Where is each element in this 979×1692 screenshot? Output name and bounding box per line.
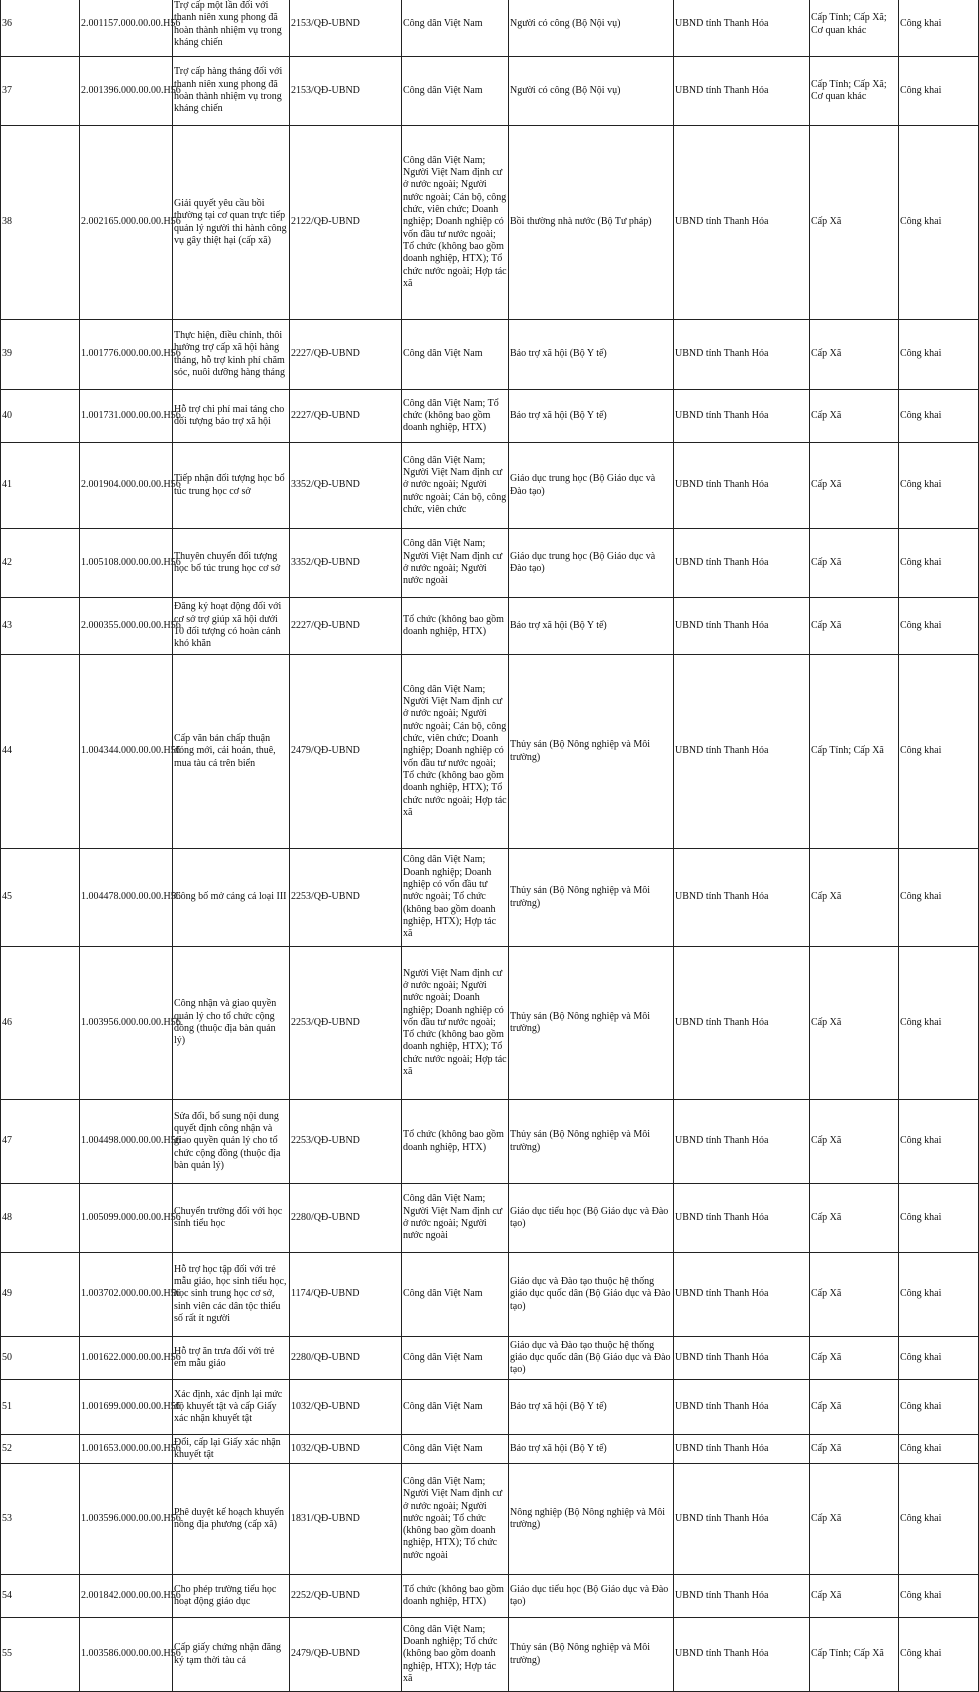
implementation-level: Cấp Xã: [810, 1184, 899, 1253]
applicant-subjects: Công dân Việt Nam; Doanh nghiệp; Tổ chức (không bao gồm doanh nghiệp, HTX); Hợp tác xã: [402, 1618, 509, 1692]
applicant-subjects: Công dân Việt Nam; Người Việt Nam định cư ở nước ngoài; Người nước ngoài: [402, 529, 509, 598]
publication-status: Công khai: [899, 529, 979, 598]
decision-number: 2479/QĐ-UBND: [290, 655, 402, 849]
procedure-name: Công bố mở cảng cá loại III: [173, 849, 290, 947]
decision-number: 3352/QĐ-UBND: [290, 529, 402, 598]
applicant-subjects: Người Việt Nam định cư ở nước ngoài; Người nước ngoài; Doanh nghiệp; Doanh nghiệp có vốn đầu tư nước ngoài; Tổ chức (không bao gồm doanh nghiệp, HTX); Tổ chức nước ngoài; Hợp tác xã: [402, 947, 509, 1100]
procedure-field: Bảo trợ xã hội (Bộ Y tế): [509, 320, 674, 390]
procedure-field: Thủy sản (Bộ Nông nghiệp và Môi trường): [509, 1618, 674, 1692]
decision-number: 2153/QĐ-UBND: [290, 0, 402, 57]
decision-number: 1174/QĐ-UBND: [290, 1253, 402, 1337]
procedure-field: Giáo dục trung học (Bộ Giáo dục và Đào tạo): [509, 443, 674, 529]
row-number: 38: [1, 126, 80, 320]
implementation-level: Cấp Tỉnh; Cấp Xã: [810, 655, 899, 849]
implementation-level: Cấp Xã: [810, 1337, 899, 1380]
applicant-subjects: Công dân Việt Nam: [402, 0, 509, 57]
procedure-code: 1.001731.000.00.00.H56: [80, 390, 173, 443]
row-number: 39: [1, 320, 80, 390]
procedure-name: Cấp văn bản chấp thuận đóng mới, cải hoán, thuê, mua tàu cá trên biển: [173, 655, 290, 849]
issuing-agency: UBND tỉnh Thanh Hóa: [674, 1464, 810, 1575]
table-row: [1, 57, 979, 126]
decision-number: 1032/QĐ-UBND: [290, 1380, 402, 1435]
table-row: [1, 443, 979, 529]
procedure-name: Đổi, cấp lại Giấy xác nhận khuyết tật: [173, 1435, 290, 1464]
table-row: [1, 947, 979, 1100]
publication-status: Công khai: [899, 126, 979, 320]
procedure-field: Bảo trợ xã hội (Bộ Y tế): [509, 1380, 674, 1435]
issuing-agency: UBND tỉnh Thanh Hóa: [674, 598, 810, 655]
procedure-name: Cấp giấy chứng nhận đăng ký tạm thời tàu cá: [173, 1618, 290, 1692]
implementation-level: Cấp Xã: [810, 1100, 899, 1184]
table-row: [1, 390, 979, 443]
decision-number: 2227/QĐ-UBND: [290, 320, 402, 390]
table-row: [1, 1435, 979, 1464]
decision-number: 2479/QĐ-UBND: [290, 1618, 402, 1692]
publication-status: Công khai: [899, 1184, 979, 1253]
implementation-level: Cấp Xã: [810, 126, 899, 320]
implementation-level: Cấp Tỉnh; Cấp Xã: [810, 1618, 899, 1692]
procedure-code: 1.003586.000.00.00.H56: [80, 1618, 173, 1692]
procedure-field: Người có công (Bộ Nội vụ): [509, 0, 674, 57]
applicant-subjects: Công dân Việt Nam; Doanh nghiệp; Doanh nghiệp có vốn đầu tư nước ngoài; Tổ chức (không bao gồm doanh nghiệp, HTX); Hợp tác xã: [402, 849, 509, 947]
implementation-level: Cấp Xã: [810, 1253, 899, 1337]
implementation-level: Cấp Xã: [810, 1380, 899, 1435]
implementation-level: Cấp Xã: [810, 529, 899, 598]
issuing-agency: UBND tỉnh Thanh Hóa: [674, 57, 810, 126]
row-number: 54: [1, 1575, 80, 1618]
procedure-name: Xác định, xác định lại mức độ khuyết tật và cấp Giấy xác nhận khuyết tật: [173, 1380, 290, 1435]
issuing-agency: UBND tỉnh Thanh Hóa: [674, 1337, 810, 1380]
decision-number: 2252/QĐ-UBND: [290, 1575, 402, 1618]
procedure-code: 2.000355.000.00.00.H56: [80, 598, 173, 655]
table-row: [1, 1575, 979, 1618]
table-row: [1, 655, 979, 849]
procedure-name: Phê duyệt kế hoạch khuyến nông địa phương (cấp xã): [173, 1464, 290, 1575]
row-number: 36: [1, 0, 80, 57]
decision-number: 2227/QĐ-UBND: [290, 390, 402, 443]
procedure-name: Đăng ký hoạt động đối với cơ sở trợ giúp xã hội dưới 10 đối tượng có hoàn cảnh khó khăn: [173, 598, 290, 655]
procedure-code: 1.001622.000.00.00.H56: [80, 1337, 173, 1380]
publication-status: Công khai: [899, 849, 979, 947]
table-row: [1, 1464, 979, 1575]
issuing-agency: UBND tỉnh Thanh Hóa: [674, 1253, 810, 1337]
applicant-subjects: Công dân Việt Nam: [402, 1380, 509, 1435]
procedure-name: Sửa đổi, bổ sung nội dung quyết định công nhận và giao quyền quản lý cho tổ chức cộng đồng (thuộc địa bàn quản lý): [173, 1100, 290, 1184]
implementation-level: Cấp Xã: [810, 947, 899, 1100]
procedure-field: Bảo trợ xã hội (Bộ Y tế): [509, 1435, 674, 1464]
publication-status: Công khai: [899, 598, 979, 655]
table-row: [1, 320, 979, 390]
procedure-code: 1.004498.000.00.00.H56: [80, 1100, 173, 1184]
procedure-field: Giáo dục trung học (Bộ Giáo dục và Đào tạo): [509, 529, 674, 598]
procedure-code: 2.001842.000.00.00.H56: [80, 1575, 173, 1618]
table-row: [1, 1100, 979, 1184]
procedure-name: Thuyên chuyển đối tượng học bổ túc trung học cơ sở: [173, 529, 290, 598]
publication-status: Công khai: [899, 1380, 979, 1435]
implementation-level: Cấp Xã: [810, 320, 899, 390]
table-row: [1, 1380, 979, 1435]
applicant-subjects: Tổ chức (không bao gồm doanh nghiệp, HTX): [402, 1575, 509, 1618]
implementation-level: Cấp Xã: [810, 443, 899, 529]
implementation-level: Cấp Xã: [810, 1575, 899, 1618]
applicant-subjects: Công dân Việt Nam: [402, 1435, 509, 1464]
applicant-subjects: Công dân Việt Nam; Người Việt Nam định cư ở nước ngoài; Người nước ngoài; Tổ chức (không bao gồm doanh nghiệp, HTX); Tổ chức nước ngoài: [402, 1464, 509, 1575]
procedure-field: Nông nghiệp (Bộ Nông nghiệp và Môi trường): [509, 1464, 674, 1575]
row-number: 37: [1, 57, 80, 126]
procedure-name: Giải quyết yêu cầu bồi thường tại cơ quan trực tiếp quản lý người thi hành công vụ gây thiệt hại (cấp xã): [173, 126, 290, 320]
row-number: 50: [1, 1337, 80, 1380]
issuing-agency: UBND tỉnh Thanh Hóa: [674, 1184, 810, 1253]
decision-number: 3352/QĐ-UBND: [290, 443, 402, 529]
publication-status: Công khai: [899, 320, 979, 390]
issuing-agency: UBND tỉnh Thanh Hóa: [674, 390, 810, 443]
decision-number: 2122/QĐ-UBND: [290, 126, 402, 320]
publication-status: Công khai: [899, 1618, 979, 1692]
table-row: [1, 126, 979, 320]
procedure-field: Thủy sản (Bộ Nông nghiệp và Môi trường): [509, 655, 674, 849]
procedure-code: 2.002165.000.00.00.H56: [80, 126, 173, 320]
applicant-subjects: Công dân Việt Nam: [402, 57, 509, 126]
procedure-field: Giáo dục tiểu học (Bộ Giáo dục và Đào tạo): [509, 1184, 674, 1253]
procedure-code: 2.001157.000.00.00.H56: [80, 0, 173, 57]
row-number: 45: [1, 849, 80, 947]
row-number: 49: [1, 1253, 80, 1337]
procedure-name: Hỗ trợ ăn trưa đối với trẻ em mẫu giáo: [173, 1337, 290, 1380]
procedure-field: Người có công (Bộ Nội vụ): [509, 57, 674, 126]
publication-status: Công khai: [899, 655, 979, 849]
procedure-code: 1.001699.000.00.00.H56: [80, 1380, 173, 1435]
procedure-field: Bảo trợ xã hội (Bộ Y tế): [509, 598, 674, 655]
implementation-level: Cấp Xã: [810, 598, 899, 655]
publication-status: Công khai: [899, 57, 979, 126]
publication-status: Công khai: [899, 1435, 979, 1464]
procedure-code: 1.003956.000.00.00.H56: [80, 947, 173, 1100]
procedure-name: Chuyển trường đối với học sinh tiểu học: [173, 1184, 290, 1253]
publication-status: Công khai: [899, 1337, 979, 1380]
procedure-field: Giáo dục và Đào tạo thuộc hệ thống giáo dục quốc dân (Bộ Giáo dục và Đào tạo): [509, 1337, 674, 1380]
implementation-level: Cấp Tỉnh; Cấp Xã; Cơ quan khác: [810, 0, 899, 57]
procedure-name: Hỗ trợ chi phí mai táng cho đối tượng bảo trợ xã hội: [173, 390, 290, 443]
applicant-subjects: Công dân Việt Nam; Tổ chức (không bao gồm doanh nghiệp, HTX): [402, 390, 509, 443]
procedure-name: Công nhận và giao quyền quản lý cho tổ chức cộng đồng (thuộc địa bàn quản lý): [173, 947, 290, 1100]
decision-number: 1032/QĐ-UBND: [290, 1435, 402, 1464]
table-row: [1, 598, 979, 655]
issuing-agency: UBND tỉnh Thanh Hóa: [674, 529, 810, 598]
issuing-agency: UBND tỉnh Thanh Hóa: [674, 947, 810, 1100]
applicant-subjects: Công dân Việt Nam; Người Việt Nam định cư ở nước ngoài; Người nước ngoài; Cán bộ, công chức, viên chức; Doanh nghiệp; Doanh nghiệp có vốn đầu tư nước ngoài; Tổ chức (không bao gồm doanh nghiệp, HTX); Tổ chức nước ngoài; Hợp tác xã: [402, 655, 509, 849]
issuing-agency: UBND tỉnh Thanh Hóa: [674, 443, 810, 529]
applicant-subjects: Công dân Việt Nam; Người Việt Nam định cư ở nước ngoài; Người nước ngoài; Cán bộ, công chức, viên chức; Doanh nghiệp; Doanh nghiệp có vốn đầu tư nước ngoài; Tổ chức (không bao gồm doanh nghiệp, HTX); Tổ chức nước ngoài; Hợp tác xã: [402, 126, 509, 320]
row-number: 48: [1, 1184, 80, 1253]
publication-status: Công khai: [899, 1253, 979, 1337]
row-number: 44: [1, 655, 80, 849]
procedure-code: 1.003596.000.00.00.H56: [80, 1464, 173, 1575]
procedure-field: Thủy sản (Bộ Nông nghiệp và Môi trường): [509, 849, 674, 947]
issuing-agency: UBND tỉnh Thanh Hóa: [674, 1575, 810, 1618]
implementation-level: Cấp Xã: [810, 1464, 899, 1575]
procedure-field: Bồi thường nhà nước (Bộ Tư pháp): [509, 126, 674, 320]
row-number: 53: [1, 1464, 80, 1575]
table-row: [1, 1184, 979, 1253]
procedure-name: Trợ cấp một lần đối với thanh niên xung phong đã hoàn thành nhiệm vụ trong kháng chiến: [173, 0, 290, 57]
decision-number: 2227/QĐ-UBND: [290, 598, 402, 655]
issuing-agency: UBND tỉnh Thanh Hóa: [674, 655, 810, 849]
procedure-field: Giáo dục tiểu học (Bộ Giáo dục và Đào tạo): [509, 1575, 674, 1618]
applicant-subjects: Công dân Việt Nam; Người Việt Nam định cư ở nước ngoài; Người nước ngoài: [402, 1184, 509, 1253]
implementation-level: Cấp Xã: [810, 390, 899, 443]
procedure-name: Trợ cấp hàng tháng đối với thanh niên xung phong đã hoàn thành nhiệm vụ trong kháng chiến: [173, 57, 290, 126]
row-number: 40: [1, 390, 80, 443]
decision-number: 2253/QĐ-UBND: [290, 947, 402, 1100]
procedure-name: Thực hiện, điều chỉnh, thôi hưởng trợ cấp xã hội hàng tháng, hỗ trợ kinh phí chăm sóc, nuôi dưỡng hàng tháng: [173, 320, 290, 390]
publication-status: Công khai: [899, 390, 979, 443]
publication-status: Công khai: [899, 1575, 979, 1618]
row-number: 41: [1, 443, 80, 529]
issuing-agency: UBND tỉnh Thanh Hóa: [674, 320, 810, 390]
applicant-subjects: Công dân Việt Nam; Người Việt Nam định cư ở nước ngoài; Người nước ngoài; Cán bộ, công chức, viên chức: [402, 443, 509, 529]
table-row: [1, 1337, 979, 1380]
issuing-agency: UBND tỉnh Thanh Hóa: [674, 1435, 810, 1464]
procedure-name: Tiếp nhận đối tượng học bổ túc trung học cơ sở: [173, 443, 290, 529]
row-number: 52: [1, 1435, 80, 1464]
row-number: 42: [1, 529, 80, 598]
implementation-level: Cấp Xã: [810, 849, 899, 947]
publication-status: Công khai: [899, 443, 979, 529]
table-row: [1, 0, 979, 57]
procedure-field: Thủy sản (Bộ Nông nghiệp và Môi trường): [509, 1100, 674, 1184]
procedure-code: 2.001396.000.00.00.H56: [80, 57, 173, 126]
applicant-subjects: Tổ chức (không bao gồm doanh nghiệp, HTX): [402, 1100, 509, 1184]
procedure-code: 1.004344.000.00.00.H56: [80, 655, 173, 849]
procedure-code: 1.003702.000.00.00.H56: [80, 1253, 173, 1337]
table-row: [1, 1253, 979, 1337]
decision-number: 2253/QĐ-UBND: [290, 1100, 402, 1184]
row-number: 43: [1, 598, 80, 655]
procedure-code: 1.001653.000.00.00.H56: [80, 1435, 173, 1464]
publication-status: Công khai: [899, 1464, 979, 1575]
issuing-agency: UBND tỉnh Thanh Hóa: [674, 1100, 810, 1184]
table-row: [1, 529, 979, 598]
row-number: 47: [1, 1100, 80, 1184]
procedure-code: 2.001904.000.00.00.H56: [80, 443, 173, 529]
implementation-level: Cấp Tỉnh; Cấp Xã; Cơ quan khác: [810, 57, 899, 126]
issuing-agency: UBND tỉnh Thanh Hóa: [674, 0, 810, 57]
decision-number: 2253/QĐ-UBND: [290, 849, 402, 947]
table-row: [1, 1618, 979, 1692]
publication-status: Công khai: [899, 1100, 979, 1184]
applicant-subjects: Công dân Việt Nam: [402, 1253, 509, 1337]
table-row: [1, 849, 979, 947]
implementation-level: Cấp Xã: [810, 1435, 899, 1464]
issuing-agency: UBND tỉnh Thanh Hóa: [674, 126, 810, 320]
applicant-subjects: Công dân Việt Nam: [402, 1337, 509, 1380]
procedure-field: Bảo trợ xã hội (Bộ Y tế): [509, 390, 674, 443]
issuing-agency: UBND tỉnh Thanh Hóa: [674, 849, 810, 947]
publication-status: Công khai: [899, 0, 979, 57]
procedure-name: Hỗ trợ học tập đối với trẻ mẫu giáo, học sinh tiểu học, học sinh trung học cơ sở, sinh viên các dân tộc thiểu số rất ít người: [173, 1253, 290, 1337]
row-number: 55: [1, 1618, 80, 1692]
row-number: 51: [1, 1380, 80, 1435]
row-number: 46: [1, 947, 80, 1100]
procedure-name: Cho phép trường tiểu học hoạt động giáo dục: [173, 1575, 290, 1618]
procedure-code: 1.001776.000.00.00.H56: [80, 320, 173, 390]
procedure-field: Thủy sản (Bộ Nông nghiệp và Môi trường): [509, 947, 674, 1100]
decision-number: 1831/QĐ-UBND: [290, 1464, 402, 1575]
procedure-code: 1.005108.000.00.00.H56: [80, 529, 173, 598]
decision-number: 2153/QĐ-UBND: [290, 57, 402, 126]
decision-number: 2280/QĐ-UBND: [290, 1184, 402, 1253]
procedure-code: 1.005099.000.00.00.H56: [80, 1184, 173, 1253]
procedure-code: 1.004478.000.00.00.H56: [80, 849, 173, 947]
applicant-subjects: Công dân Việt Nam: [402, 320, 509, 390]
issuing-agency: UBND tỉnh Thanh Hóa: [674, 1380, 810, 1435]
issuing-agency: UBND tỉnh Thanh Hóa: [674, 1618, 810, 1692]
procedure-field: Giáo dục và Đào tạo thuộc hệ thống giáo dục quốc dân (Bộ Giáo dục và Đào tạo): [509, 1253, 674, 1337]
publication-status: Công khai: [899, 947, 979, 1100]
decision-number: 2280/QĐ-UBND: [290, 1337, 402, 1380]
applicant-subjects: Tổ chức (không bao gồm doanh nghiệp, HTX): [402, 598, 509, 655]
